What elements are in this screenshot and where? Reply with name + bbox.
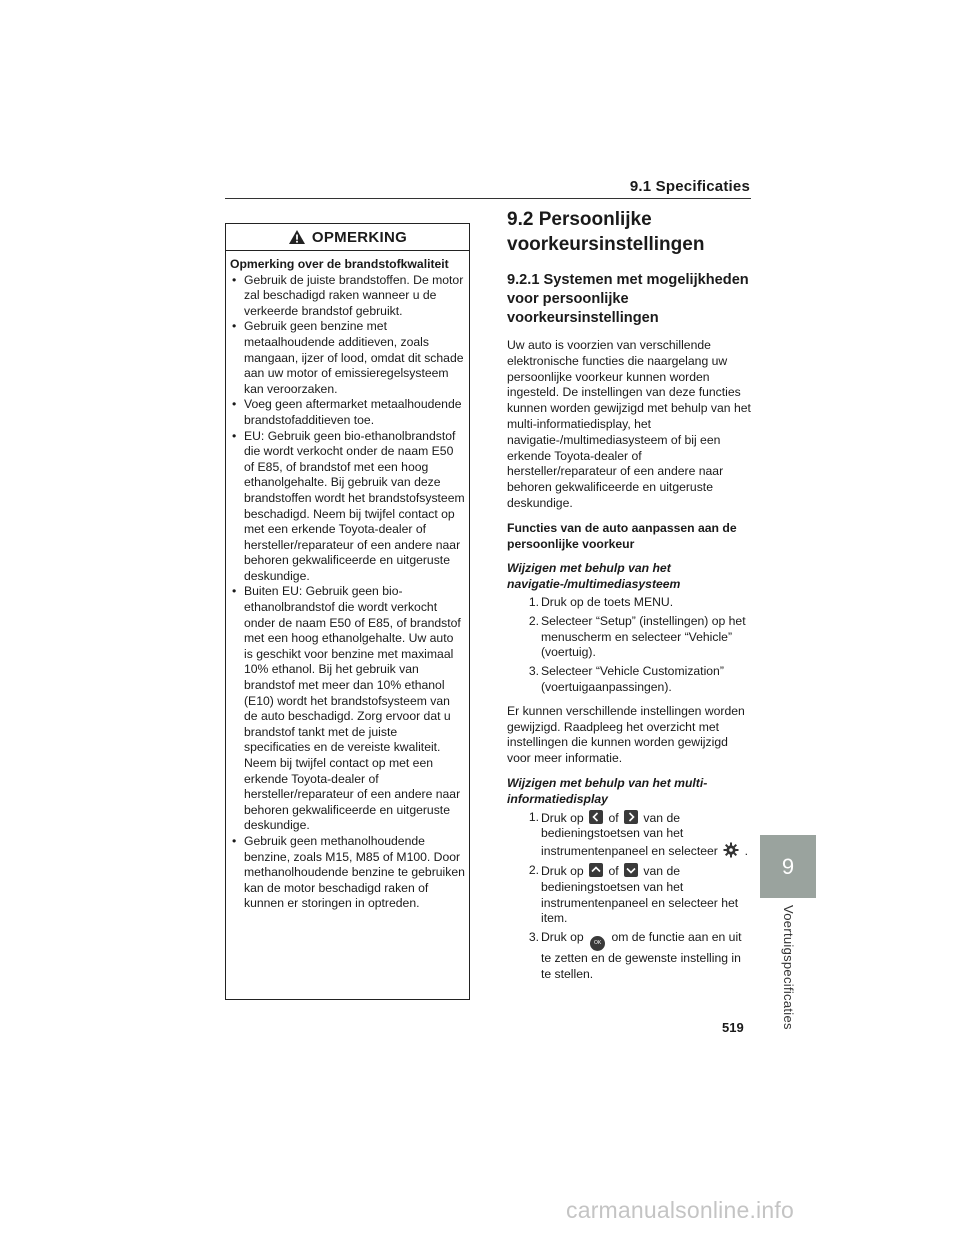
list-item: • Voeg geen aftermarket metaalhoudende brandstofadditieven toe. bbox=[230, 397, 465, 428]
section-number: 9.2 bbox=[507, 209, 534, 230]
notice-bullets bbox=[230, 273, 465, 912]
header-rule bbox=[505, 198, 751, 199]
list-item bbox=[507, 614, 753, 661]
subsection-title: Systemen met mogelijkheden voor persoonlijke voorkeursinstellingen bbox=[507, 272, 749, 326]
page-header-title: 9.1 Specificaties bbox=[629, 178, 750, 195]
notice-box bbox=[225, 223, 470, 1000]
step-text: Selecteer “Setup” (instellingen) op het menuscherm en selecteer “Vehicle” (voertuig). bbox=[541, 613, 746, 660]
list-item bbox=[507, 930, 753, 983]
list-item: • Gebruik geen methanolhoudende benzine, zoals M15, M85 of M100. Door methanolhoudende benzine te gebruiken kan de motor beschadigd raken of kunnen er storingen in optreden. bbox=[230, 834, 465, 912]
nav-steps bbox=[507, 595, 753, 696]
intro-paragraph: Uw auto is voorzien van verschillende elektronische functies die naargelang uw persoonlijke voorkeur kunnen worden ingesteld. De instellingen van deze functies kunnen worden gewijzigd met behulp van het multi-informatiedisplay, het navigatie-/multimediasysteem of bij een erkende Toyota-dealer of hersteller/reparateur of een andere naar behoren gekwalificeerde en uitgeruste deskundige. bbox=[507, 338, 751, 510]
list-item bbox=[507, 664, 753, 696]
step-text: Selecteer “Vehicle Customization” (voertuigaanpassingen). bbox=[541, 664, 724, 694]
warning-icon bbox=[288, 229, 306, 245]
step-text-part: van de bedieningstoetsen van het instrumentenpaneel en selecteer bbox=[541, 810, 718, 859]
chapter-label-container bbox=[760, 905, 816, 1030]
step-text bbox=[541, 930, 753, 983]
step-text: Druk op de toets MENU. bbox=[541, 594, 674, 609]
notice-subtitle: Opmerking over de brandstofkwaliteit bbox=[230, 257, 449, 271]
step-text bbox=[541, 810, 753, 860]
step-text-part: Druk op bbox=[541, 810, 584, 825]
step-text-part: van de bedieningstoetsen van het instrumentenpaneel en selecteer het item. bbox=[541, 863, 739, 926]
step-text-part: . bbox=[744, 844, 749, 859]
chapter-tab[interactable] bbox=[760, 835, 816, 898]
list-item: • EU: Gebruik geen bio-ethanolbrandstof die wordt verkocht onder de naam E50 of E85, of brandstof met een hoog ethanolgehalte. Bij gebruik van deze brandstoffen wordt het brandstofsysteem beschadigd. Neem bij twijfel contact op met een erkende Toyota-dealer of hersteller/reparateur of een andere naar behoren gekwalificeerde en uitgeruste deskundige. bbox=[230, 429, 465, 585]
step-text-part: Druk op bbox=[541, 863, 584, 878]
bold-heading: Functies van de auto aanpassen aan de persoonlijke voorkeur bbox=[507, 520, 737, 551]
notice-header bbox=[226, 224, 469, 251]
list-item bbox=[507, 810, 753, 860]
step-text-part: Druk op bbox=[541, 930, 584, 945]
section-title: Persoonlijke voorkeursinstellingen bbox=[507, 209, 705, 255]
notice-label: OPMERKING bbox=[311, 228, 408, 246]
subsection-number: 9.2.1 bbox=[507, 272, 540, 288]
step-number: 3. bbox=[528, 664, 539, 679]
list-item: • Gebruik de juiste brandstoffen. De motor zal beschadigd raken wanneer u de verkeerde brandstof gebruikt. bbox=[230, 273, 465, 320]
step-number: 1. bbox=[528, 594, 539, 609]
chevron-right-icon bbox=[624, 810, 638, 824]
header-rule bbox=[225, 198, 505, 199]
step-text-part: of bbox=[608, 863, 619, 878]
list-item: • Gebruik geen benzine met metaalhoudende additieven, zoals mangaan, ijzer of lood, omdat dit schade aan uw motor of emissieregelsysteem kan veroorzaken. bbox=[230, 319, 465, 397]
mid-steps bbox=[507, 810, 753, 983]
gear-icon bbox=[723, 842, 739, 858]
section-heading bbox=[507, 207, 753, 257]
step-number: 3. bbox=[528, 930, 539, 945]
list-item bbox=[507, 595, 753, 611]
subsection-heading bbox=[507, 271, 753, 328]
chapter-number: 9 bbox=[781, 853, 795, 879]
step-number: 2. bbox=[528, 613, 539, 628]
notice-body bbox=[226, 251, 469, 912]
page-number: 519 bbox=[722, 1020, 744, 1035]
step-number: 1. bbox=[528, 809, 539, 824]
step-text bbox=[541, 863, 753, 927]
list-item bbox=[507, 863, 753, 927]
watermark: carmanualsonline.info bbox=[566, 1197, 794, 1223]
main-column bbox=[507, 207, 753, 991]
list-item: • Buiten EU: Gebruik geen bio-ethanolbrandstof die wordt verkocht onder de naam E50 of E85, of brandstof met een hoog ethanolgehalte. Uw auto is geschikt voor benzine met maximaal 10% ethanol. Bij het gebruik van brandstof met meer dan 10% ethanol (E10) wordt het brandstofsysteem van de auto beschadigd. Zorg ervoor dat u brandstof tankt met de juiste specificaties en de vereiste kwaliteit. Neem bij twijfel contact op met een erkende Toyota-dealer of hersteller/reparateur of een andere naar behoren gekwalificeerde en uitgeruste deskundige. bbox=[230, 584, 465, 834]
chevron-left-icon bbox=[589, 810, 603, 824]
chevron-down-icon bbox=[624, 863, 638, 877]
chapter-label: Voertuigspecificaties bbox=[781, 905, 796, 1030]
ok-button-icon: OK bbox=[590, 936, 605, 951]
nav-heading: Wijzigen met behulp van het navigatie-/multimediasysteem bbox=[507, 561, 681, 592]
chevron-up-icon bbox=[589, 863, 603, 877]
step-number: 2. bbox=[528, 862, 539, 877]
mid-heading: Wijzigen met behulp van het multi-informatiedisplay bbox=[507, 775, 708, 806]
step-text-part: of bbox=[608, 810, 619, 825]
step-text-part: om de functie aan en uit te zetten en de gewenste instelling in te stellen. bbox=[541, 930, 742, 981]
after-nav-paragraph: Er kunnen verschillende instellingen worden gewijzigd. Raadpleeg het overzicht met instellingen die kunnen worden gewijzigd voor meer informatie. bbox=[507, 703, 745, 766]
